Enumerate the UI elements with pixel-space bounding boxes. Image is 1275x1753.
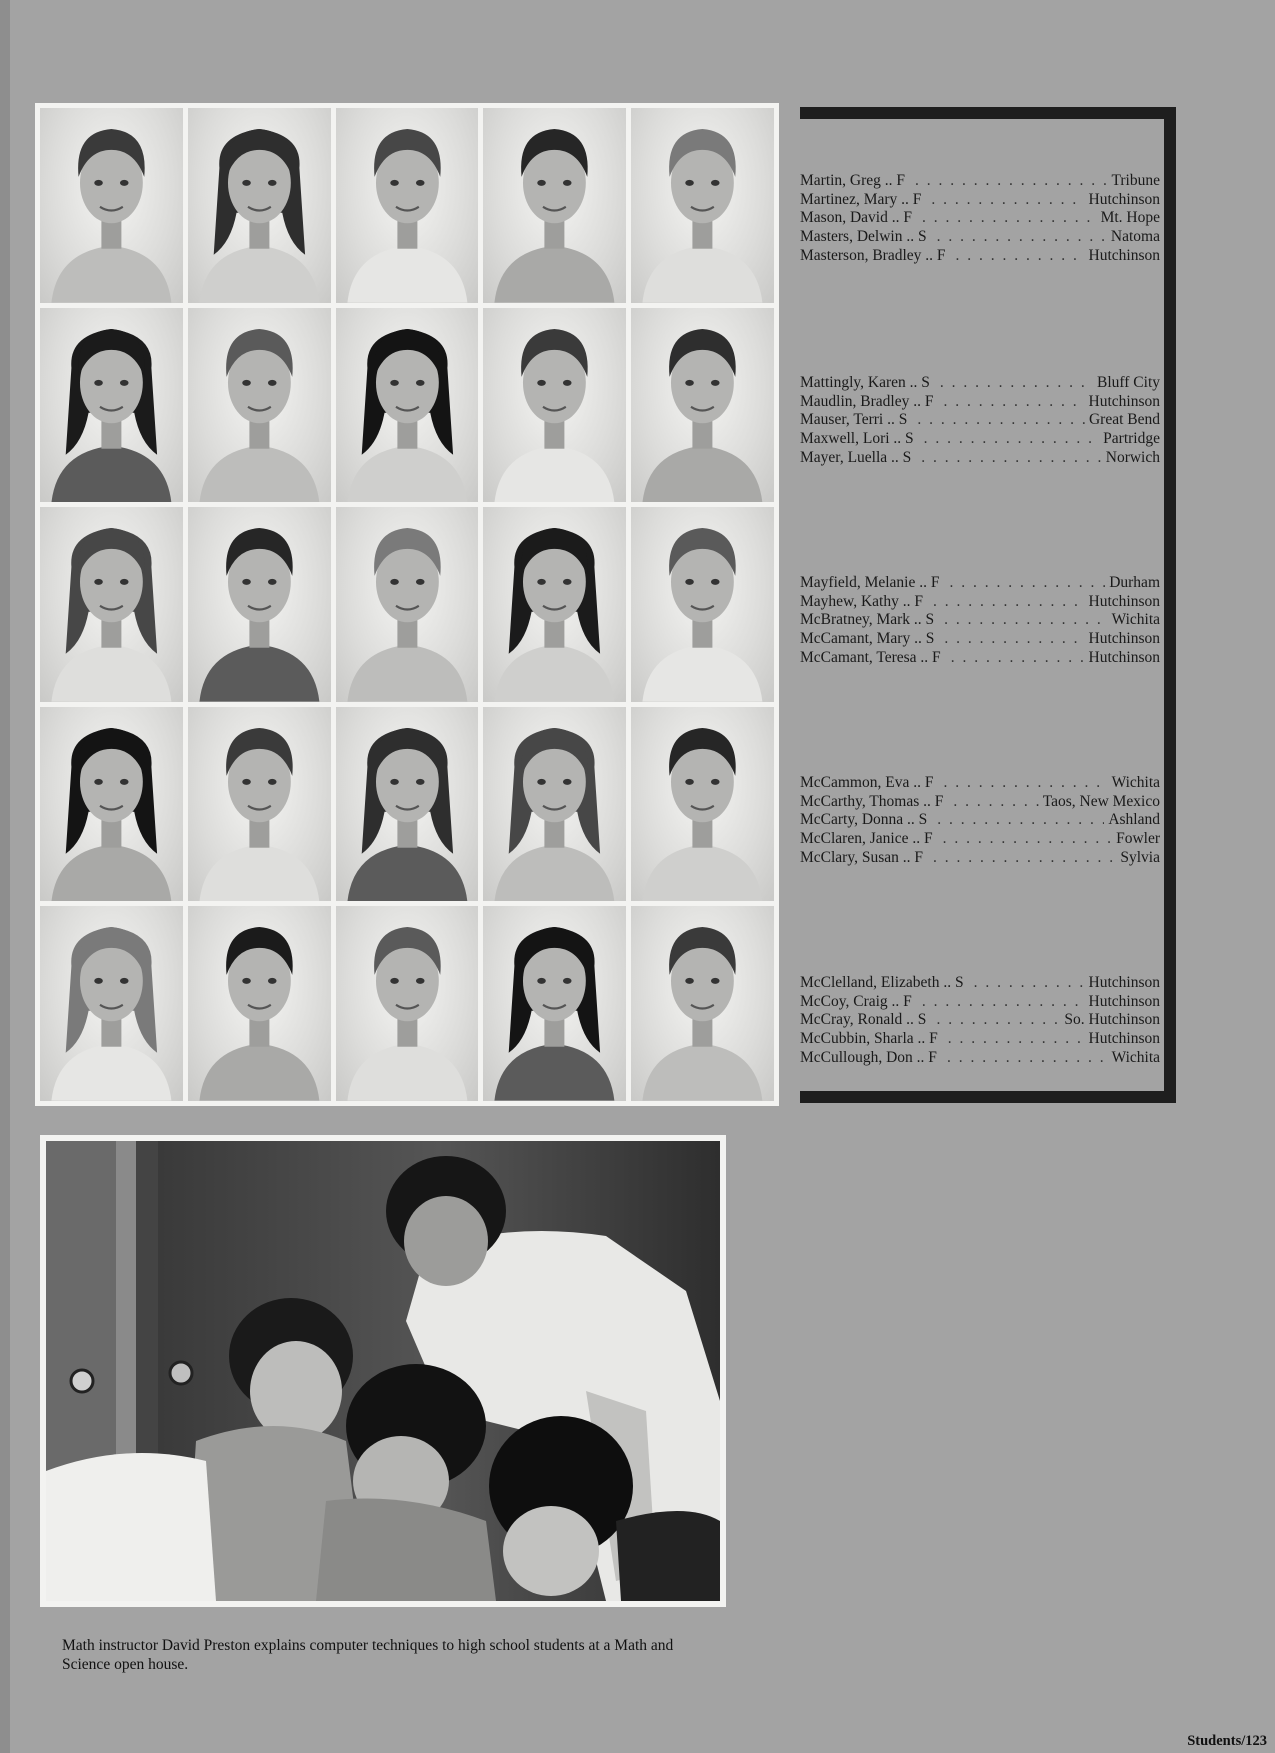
student-name: Mayer, Luella .. S <box>800 448 912 466</box>
student-name: Mauser, Terri .. S <box>800 411 908 429</box>
candid-photo-frame <box>40 1135 726 1607</box>
portrait-mccray-ronald <box>336 906 479 1101</box>
portrait-cell <box>188 308 331 503</box>
hometown: Tribune <box>1111 172 1160 189</box>
hometown: Hutchinson <box>1088 190 1160 208</box>
dot-leader <box>915 172 1107 191</box>
portrait-cell <box>336 707 479 902</box>
candid-classroom-photo <box>46 1141 720 1601</box>
portrait-cell <box>188 108 331 303</box>
student-name: McCullough, Don .. F <box>800 1048 937 1066</box>
dot-leader <box>956 247 1085 266</box>
portrait-maxwell-lori <box>483 308 626 503</box>
hometown: So. Hutchinson <box>1064 1011 1160 1029</box>
portrait-mccamant-mary <box>483 507 626 702</box>
name-row <box>800 411 1160 430</box>
student-name: McCray, Ronald .. S <box>800 1011 927 1029</box>
name-row <box>800 374 1160 393</box>
portrait-mauser-terri <box>336 308 479 503</box>
dot-leader <box>943 393 1084 412</box>
name-row <box>800 574 1160 593</box>
hometown: Hutchinson <box>1088 974 1160 991</box>
portrait-mcclaren-janice <box>483 707 626 902</box>
student-name: McBratney, Mark .. S <box>800 611 935 629</box>
name-row <box>800 849 1160 868</box>
hometown: Bluff City <box>1096 374 1160 391</box>
name-row <box>800 191 1160 210</box>
dot-leader <box>937 811 1104 830</box>
student-name: McClary, Susan .. F <box>800 848 923 866</box>
name-panel <box>800 107 1176 1103</box>
dot-leader <box>937 228 1107 247</box>
portrait-cell <box>336 507 479 702</box>
portrait-cell <box>631 906 774 1101</box>
dot-leader <box>949 574 1105 593</box>
hometown: Great Bend <box>1088 411 1160 429</box>
portrait-mccullough-don <box>631 906 774 1101</box>
portrait-cell <box>483 507 626 702</box>
student-name: Mayfield, Melanie .. F <box>800 574 940 591</box>
portrait-cell <box>631 308 774 503</box>
portrait-mccubbin-sharla <box>483 906 626 1101</box>
name-row <box>800 449 1160 468</box>
name-group-4 <box>800 774 1160 868</box>
name-group-2 <box>800 374 1160 468</box>
portrait-cell <box>336 906 479 1101</box>
portrait-cell <box>40 507 183 702</box>
portrait-cell <box>336 108 479 303</box>
dot-leader <box>944 630 1084 649</box>
name-group-1 <box>800 172 1160 266</box>
dot-leader <box>944 611 1107 630</box>
name-row <box>800 1011 1160 1030</box>
dot-leader <box>921 449 1101 468</box>
portrait-mayer-luella <box>631 308 774 503</box>
student-name: Mattingly, Karen .. S <box>800 374 930 391</box>
portrait-mccarthy-thomas <box>188 707 331 902</box>
portrait-mcclary-susan <box>631 707 774 902</box>
hometown: Sylvia <box>1120 848 1160 866</box>
student-name: McCamant, Teresa .. F <box>800 648 941 666</box>
name-row <box>800 209 1160 228</box>
dot-leader <box>933 593 1085 612</box>
name-row <box>800 811 1160 830</box>
portrait-cell <box>40 308 183 503</box>
student-name: McCamant, Mary .. S <box>800 630 935 648</box>
portrait-masterson-bradley <box>631 108 774 303</box>
student-name: McCubbin, Sharla .. F <box>800 1030 938 1048</box>
name-row <box>800 793 1160 812</box>
student-name: Mason, David .. F <box>800 209 912 227</box>
hometown: Mt. Hope <box>1100 209 1160 227</box>
hometown: Hutchinson <box>1088 1030 1160 1048</box>
hometown: Wichita <box>1111 1048 1160 1066</box>
name-group-5 <box>800 974 1160 1068</box>
student-name: Martinez, Mary .. F <box>800 190 922 208</box>
student-name: McCammon, Eva .. F <box>800 774 934 791</box>
portrait-masters-delwin <box>483 108 626 303</box>
student-name: Masterson, Bradley .. F <box>800 246 946 264</box>
hometown: Hutchinson <box>1088 630 1160 648</box>
portrait-cell <box>631 707 774 902</box>
dot-leader <box>951 649 1085 668</box>
name-row <box>800 172 1160 191</box>
dot-leader <box>924 430 1100 449</box>
hometown: Fowler <box>1116 830 1160 848</box>
name-group-3 <box>800 574 1160 668</box>
dot-leader <box>933 849 1116 868</box>
name-row <box>800 1049 1160 1068</box>
portrait-mccoy-craig <box>188 906 331 1101</box>
hometown: Taos, New Mexico <box>1042 792 1160 810</box>
portrait-cell <box>188 507 331 702</box>
portrait-martinez-mary <box>188 108 331 303</box>
name-row <box>800 774 1160 793</box>
portrait-cell <box>188 707 331 902</box>
portrait-mccarty-donna <box>336 707 479 902</box>
dot-leader <box>953 793 1038 812</box>
name-row <box>800 247 1160 266</box>
name-row <box>800 593 1160 612</box>
portrait-mcclelland-elizabeth <box>40 906 183 1101</box>
name-row <box>800 611 1160 630</box>
dot-leader <box>917 411 1085 430</box>
student-name: McCoy, Craig .. F <box>800 992 912 1010</box>
hometown: Hutchinson <box>1088 992 1160 1010</box>
page-spine-shadow <box>0 0 10 1753</box>
portrait-mccamant-teresa <box>631 507 774 702</box>
portrait-mayhew-kathy <box>188 507 331 702</box>
student-name: Maudlin, Bradley .. F <box>800 392 934 410</box>
portrait-cell <box>483 906 626 1101</box>
portrait-maudlin-bradley <box>188 308 331 503</box>
dot-leader <box>948 1030 1085 1049</box>
hometown: Hutchinson <box>1088 592 1160 610</box>
name-row <box>800 630 1160 649</box>
dot-leader <box>936 1011 1060 1030</box>
hometown: Hutchinson <box>1088 648 1160 666</box>
student-name: McClaren, Janice .. F <box>800 830 933 848</box>
dot-leader <box>943 774 1107 793</box>
name-row <box>800 974 1160 993</box>
portrait-mcbratney-mark <box>336 507 479 702</box>
hometown: Wichita <box>1111 774 1160 791</box>
hometown: Hutchinson <box>1088 392 1160 410</box>
student-name: Maxwell, Lori .. S <box>800 430 914 448</box>
name-row <box>800 393 1160 412</box>
portrait-cell <box>631 108 774 303</box>
portrait-mccammon-eva <box>40 707 183 902</box>
dot-leader <box>922 993 1085 1012</box>
name-row <box>800 830 1160 849</box>
dot-leader <box>974 974 1085 993</box>
hometown: Partridge <box>1103 430 1160 448</box>
hometown: Hutchinson <box>1088 246 1160 264</box>
hometown: Natoma <box>1110 228 1160 246</box>
portrait-grid <box>35 103 779 1106</box>
name-row <box>800 228 1160 247</box>
hometown: Durham <box>1109 574 1160 591</box>
dot-leader <box>931 191 1084 210</box>
photo-caption: Math instructor David Preston explains computer techniques to high school students at a Math and Science open house. <box>62 1637 674 1673</box>
dot-leader <box>943 830 1113 849</box>
portrait-cell <box>483 108 626 303</box>
dot-leader <box>947 1049 1108 1068</box>
student-name: McCarthy, Thomas .. F <box>800 792 944 810</box>
portrait-mason-david <box>336 108 479 303</box>
student-name: Masters, Delwin .. S <box>800 228 927 246</box>
dot-leader <box>922 209 1097 228</box>
portrait-cell <box>483 308 626 503</box>
student-name: Martin, Greg .. F <box>800 172 906 189</box>
portrait-cell <box>40 108 183 303</box>
name-row <box>800 1030 1160 1049</box>
portrait-cell <box>188 906 331 1101</box>
student-name: McCarty, Donna .. S <box>800 811 928 829</box>
portrait-cell <box>631 507 774 702</box>
portrait-cell <box>40 906 183 1101</box>
portrait-cell <box>40 707 183 902</box>
portrait-martin-greg <box>40 108 183 303</box>
student-name: McClelland, Elizabeth .. S <box>800 974 964 991</box>
portrait-cell <box>336 308 479 503</box>
hometown: Norwich <box>1105 448 1160 466</box>
hometown: Ashland <box>1108 811 1160 829</box>
page-folio: Students/123 <box>1187 1733 1267 1749</box>
portrait-mattingly-karen <box>40 308 183 503</box>
student-name: Mayhew, Kathy .. F <box>800 592 923 610</box>
name-row <box>800 430 1160 449</box>
hometown: Wichita <box>1111 611 1160 629</box>
name-row <box>800 649 1160 668</box>
portrait-cell <box>483 707 626 902</box>
portrait-mayfield-melanie <box>40 507 183 702</box>
dot-leader <box>940 374 1093 393</box>
name-row <box>800 993 1160 1012</box>
